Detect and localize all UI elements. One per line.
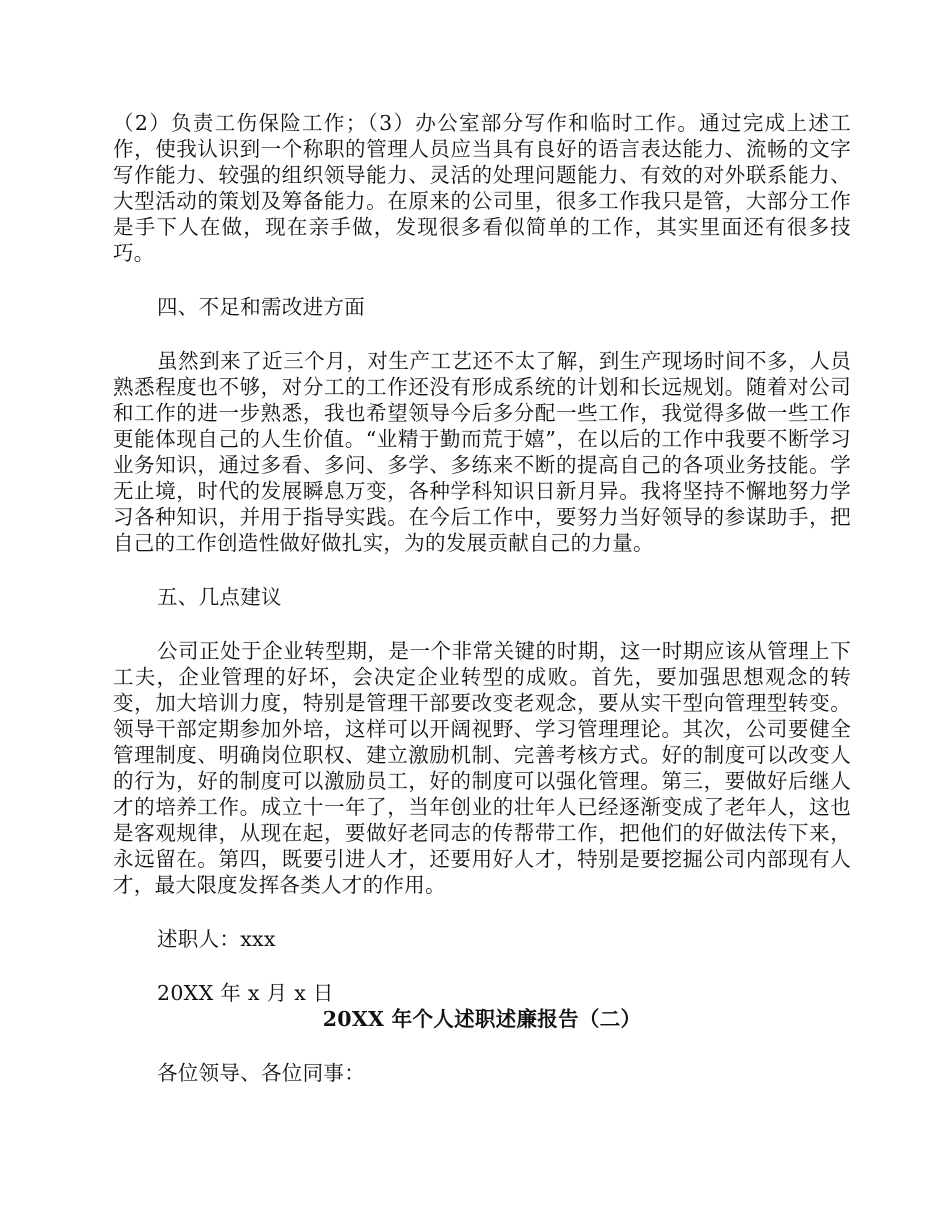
paragraph-continuation: （2）负责工伤保险工作；（3）办公室部分写作和临时工作。通过完成上述工作，使我认识到一个称职的管理人员应当具有良好的语言表达能力、流畅的文字写作能力、较强的组织领导能力、灵活的处理问题能力、有效的对外联系能力、大型活动的策划及筹备能力。在原来的公司里，很多工作我只是管，大部分工作是手下人在做，现在亲手做，发现很多看似简单的工作，其实里面还有很多技巧。 [113,111,851,265]
signer-line: 述职人：xxx [157,927,276,951]
section-heading-4: 四、不足和需改进方面 [157,295,365,319]
document-page [113,110,851,1086]
salutation: 各位领导、各位同事： [157,1061,365,1085]
section-heading-5: 五、几点建议 [157,585,282,609]
report-title: 20XX 年个人述职述廉报告（二） [322,1007,642,1031]
paragraph-section-4: 虽然到来了近三个月，对生产工艺还不太了解，到生产现场时间不多，人员熟悉程度也不够，对分工的工作还没有形成系统的计划和长远规划。随着对公司和工作的进一步熟悉，我也希望领导今后多分配一些工作，我觉得多做一些工作更能体现自己的人生价值。“业精于勤而荒于嬉”，在以后的工作中我要不断学习业务知识，通过多看、多问、多学、多练来不断的提高自己的各项业务技能。学无止境，时代的发展瞬息万变，各种学科知识日新月异。我将坚持不懈地努力学习各种知识，并用于指导实践。在今后工作中，要努力当好领导的参谋助手，把自己的工作创造性做好做扎实，为的发展贡献自己的力量。 [113,349,851,555]
paragraph-section-5: 公司正处于企业转型期，是一个非常关键的时期，这一时期应该从管理上下工夫，企业管理的好坏，会决定企业转型的成败。首先，要加强思想观念的转变，加大培训力度，特别是管理干部要改变老观念，要从实干型向管理型转变。领导干部定期参加外培，这样可以开阔视野、学习管理理论。其次，公司要健全管理制度、明确岗位职权、建立激励机制、完善考核方式。好的制度可以改变人的行为，好的制度可以激励员工，好的制度可以强化管理。第三，要做好后继人才的培养工作。成立十一年了，当年创业的壮年人已经逐渐变成了老年人，这也是客观规律，从现在起，要做好老同志的传帮带工作，把他们的好做法传下来，永远留在。第四，既要引进人才，还要用好人才，特别是要挖掘公司内部现有人才，最大限度发挥各类人才的作用。 [113,639,851,897]
date-line: 20XX 年 x 月 x 日 [157,981,334,1005]
